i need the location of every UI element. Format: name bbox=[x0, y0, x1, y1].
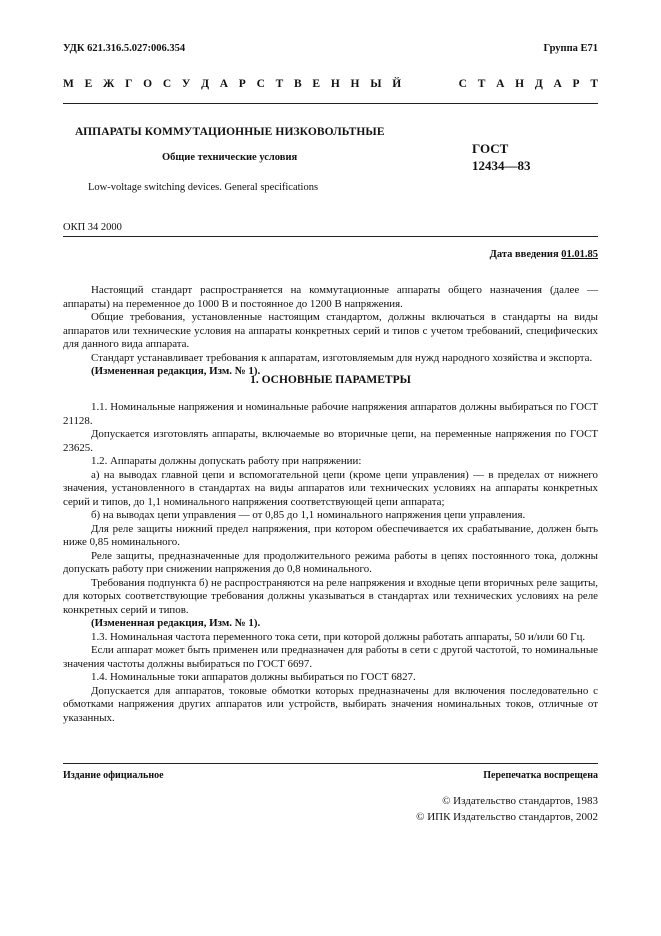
banner-letter: Н bbox=[515, 78, 525, 90]
udk-code: УДК 621.316.5.027:006.354 bbox=[63, 43, 186, 54]
document-title: АППАРАТЫ КОММУТАЦИОННЫЕ НИЗКОВОЛЬТНЫЕ bbox=[75, 126, 385, 138]
section-paragraph: Допускается для аппаратов, токовые обмотки которых предназначены для включения последовательно с обмотками напряжения других аппаратов или устройств, выбирать значения номинальных токов, отличные от указанных. bbox=[63, 684, 598, 724]
okp-divider bbox=[63, 236, 598, 237]
banner-letter: Г bbox=[125, 78, 133, 90]
okp-code: ОКП 34 2000 bbox=[63, 222, 122, 233]
banner-letter: Ж bbox=[103, 78, 115, 90]
footer-divider bbox=[63, 763, 598, 764]
banner-letter: А bbox=[496, 78, 505, 90]
banner-letter: Н bbox=[330, 78, 340, 90]
section-paragraph: 1.3. Номинальная частота переменного тока сети, при которой должны работать аппараты, 50 и/или 60 Гц. bbox=[91, 630, 586, 643]
gost-number: 12434—83 bbox=[472, 158, 531, 173]
group-code: Группа Е71 bbox=[543, 43, 598, 54]
intro-paragraph: Стандарт устанавливает требования к аппаратам, изготовляемым для нужд народного хозяйства и экспорта. bbox=[91, 351, 593, 364]
effective-date bbox=[490, 249, 598, 260]
banner-letter: С bbox=[458, 78, 467, 90]
section-paragraph: Для реле защиты нижний предел напряжения, при котором обеспечивается их срабатывание, должен быть ниже 0,85 номинального. bbox=[63, 522, 598, 548]
section-paragraph: Если аппарат может быть применен или предназначен для работы в сети с другой частотой, то номинальные значения частоты должны выбираться по ГОСТ 6697. bbox=[63, 644, 598, 670]
header-divider bbox=[63, 103, 598, 104]
banner-letter: Д bbox=[534, 78, 543, 90]
section-body bbox=[63, 401, 598, 725]
intro-paragraph: Настоящий стандарт распространяется на коммутационные аппараты общего назначения (далее — аппараты) на переменное до 1000 В и постоянное до 1200 В напряжения. bbox=[63, 284, 598, 310]
intro-amendment: (Измененная редакция, Изм. № 1). bbox=[91, 365, 261, 377]
banner-letter: С bbox=[256, 78, 265, 90]
banner-letter: Р bbox=[572, 78, 580, 90]
date-value: 01.01.85 bbox=[561, 249, 598, 260]
banner-letter: Е bbox=[312, 78, 321, 90]
section-heading: 1. ОСНОВНЫЕ ПАРАМЕТРЫ bbox=[250, 374, 411, 386]
copyright-2002: © ИПК Издательство стандартов, 2002 bbox=[416, 811, 598, 823]
section-paragraph: Допускается изготовлять аппараты, включаемые во вторичные цепи, на переменные напряжения по ГОСТ 23625. bbox=[63, 428, 598, 454]
standard-banner bbox=[63, 78, 598, 90]
banner-letter: Ы bbox=[370, 78, 382, 90]
banner-letter: Д bbox=[201, 78, 210, 90]
copyright-1983: © Издательство стандартов, 1983 bbox=[442, 795, 598, 807]
banner-letter: А bbox=[553, 78, 562, 90]
document-subtitle: Общие технические условия bbox=[162, 152, 298, 163]
banner-letter: Т bbox=[477, 78, 486, 90]
banner-letter: Н bbox=[350, 78, 360, 90]
banner-letter: Т bbox=[275, 78, 284, 90]
date-label: Дата введения bbox=[489, 249, 559, 260]
section-paragraph: Требования подпункта б) не распространяются на реле напряжения и входные цепи вторичных реле защиты, для которых соответствующие требования должны указываться в стандартах или технических условиях на реле конкретных серий и типов. bbox=[63, 576, 598, 616]
banner-letter: Е bbox=[84, 78, 93, 90]
banner-letter: М bbox=[63, 78, 74, 90]
gost-label: ГОСТ bbox=[472, 141, 509, 156]
gost-designation bbox=[472, 140, 531, 174]
section-paragraph: 1.1. Номинальные напряжения и номинальные рабочие напряжения аппаратов должны выбираться по ГОСТ 21128. bbox=[63, 401, 598, 427]
banner-letter: О bbox=[143, 78, 153, 90]
banner-letter: В bbox=[294, 78, 302, 90]
banner-letter: Р bbox=[238, 78, 246, 90]
banner-letter: С bbox=[162, 78, 172, 90]
section-paragraph: 1.4. Номинальные токи аппаратов должны выбираться по ГОСТ 6827. bbox=[91, 671, 416, 683]
banner-gap bbox=[412, 78, 448, 90]
banner-letter: Й bbox=[392, 78, 402, 90]
section-paragraph: б) на выводах цепи управления — от 0,85 до 1,1 номинального напряжения цепи управления. bbox=[91, 509, 526, 521]
banner-letter: А bbox=[219, 78, 229, 90]
section-paragraph: Реле защиты, предназначенные для продолжительного режима работы в цепях постоянного тока, должны допускать работу при снижении напряжения до 0,8 номинального. bbox=[63, 549, 598, 575]
intro-paragraph: Общие требования, установленные настоящим стандартом, должны включаться в стандарты на виды аппаратов или технические условия на аппараты конкретных серий и типов с учетом требований, специфических для данного вида аппарата. bbox=[63, 311, 598, 350]
edition-note: Издание официальное bbox=[63, 770, 164, 781]
section-paragraph: 1.2. Аппараты должны допускать работу при напряжении: bbox=[91, 455, 362, 467]
intro-block bbox=[63, 284, 598, 379]
banner-letter: Т bbox=[590, 78, 598, 90]
section-paragraph: а) на выводах главной цепи и вспомогательной цепи (кроме цепи управления) — в пределах от нижнего значения, установленного в стандартах на виды аппаратов или технических условиях на аппараты конкретных серий и типов, до 1,1 номинального напряжения соответствующей цепи аппарата; bbox=[63, 468, 598, 508]
english-title: Low-voltage switching devices. General specifications bbox=[88, 182, 319, 193]
section-amendment: (Измененная редакция, Изм. № 1). bbox=[91, 617, 261, 629]
reprint-note: Перепечатка воспрещена bbox=[483, 770, 598, 781]
banner-letter: У bbox=[181, 78, 191, 90]
